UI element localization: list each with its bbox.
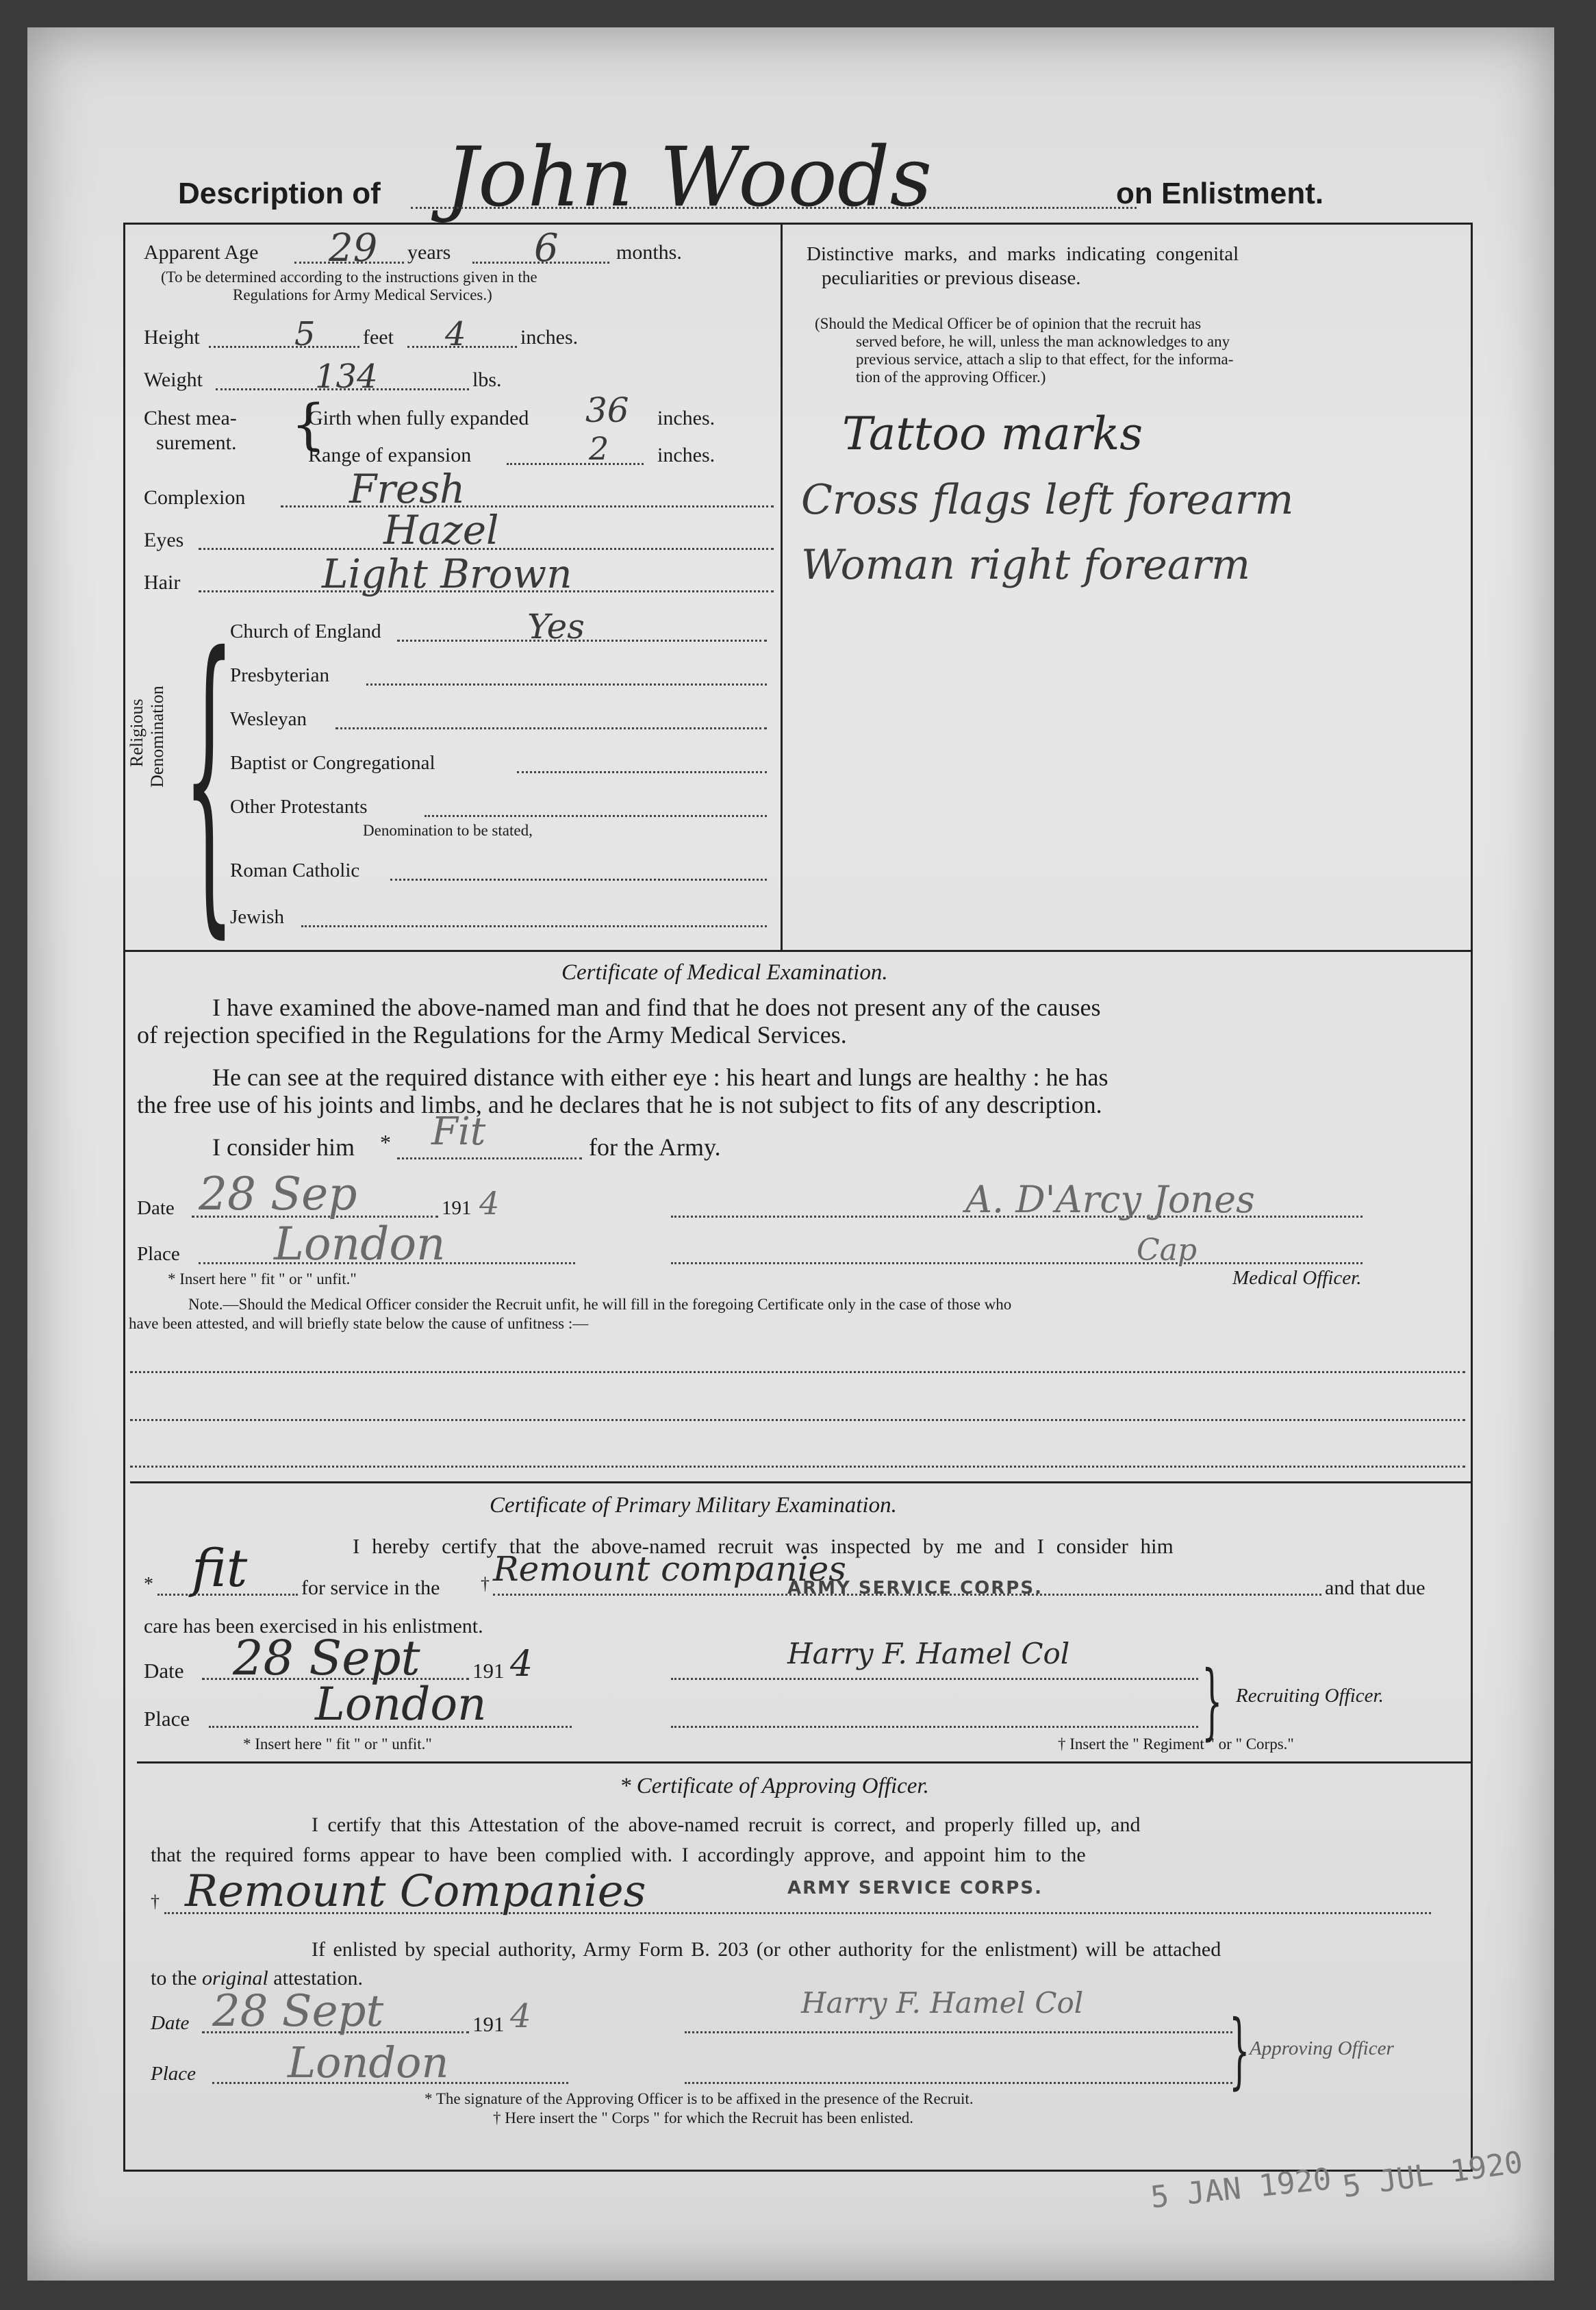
received-date-stamp-2: 5 JUL 1920 [1340,2144,1525,2205]
approving-line-1: I certify that this Attestation of the above-named recruit is correct, and properly filled up, and [312,1813,1141,1836]
height-feet-value: 5 [294,315,316,353]
chest-label-1: Chest mea- [144,407,237,429]
received-date-stamp-1: 5 JAN 1920 [1149,2161,1333,2215]
approving-place-label: Place [151,2063,197,2085]
medical-officer-rank: Cap [1137,1233,1198,1268]
height-label: Height [144,326,200,349]
approving-line-4-ital: original [202,1967,268,1989]
approving-rank-line [685,2082,1232,2084]
primary-officer-label: Recruiting Officer. [1236,1685,1384,1707]
feet-label: feet [363,326,394,349]
religion-line-1 [397,640,767,642]
enlistment-form-page [27,27,1554,2281]
height-inches-value: 4 [445,315,466,353]
unfitness-line-3 [130,1466,1465,1468]
medical-consider-star: * [380,1130,391,1155]
medical-year-prefix: 191 [442,1197,472,1219]
age-label: Apparent Age [144,241,259,264]
primary-due-label: and that due [1325,1577,1426,1599]
girth-value: 36 [585,390,629,430]
primary-corps-handwritten: Remount companies [493,1549,846,1589]
religion-line-4 [517,771,767,773]
primary-section-top [130,1481,1471,1483]
medical-section-top [123,950,1471,952]
religion-church-of-england: Church of England [230,620,381,642]
hair-value: Light Brown [322,551,572,597]
chest-label-2: surement. [156,431,237,454]
weight-value: 134 [315,357,378,396]
lbs-label: lbs. [472,368,502,391]
approving-officer-label: Approving Officer [1250,2037,1394,2059]
approving-corps-handwritten: Remount Companies [185,1866,646,1917]
medical-p1-line1: I have examined the above-named man and find that he does not present any of the causes [212,994,1101,1021]
marks-entry-1: Tattoo marks [842,407,1143,460]
age-months-line [472,262,609,264]
religion-line-6 [390,879,767,881]
religion-line-7 [301,925,767,927]
approving-foot-1: * The signature of the Approving Officer is to be affixed in the presence of the Recruit. [425,2090,974,2107]
marks-heading-1: Distinctive marks, and marks indicating congenital [807,243,1239,265]
approving-place-value: London [288,2037,449,2087]
marks-heading-2: peculiarities or previous disease. [822,267,1081,289]
marks-note-4: tion of the approving Officer.) [856,368,1046,386]
primary-fit-value: fit [192,1537,248,1598]
range-line [507,463,644,465]
marks-note-1: (Should the Medical Officer be of opinion that the recruit has [815,315,1202,332]
medical-note-1: Note.—Should the Medical Officer consider the Recruit unfit, he will fill in the foregoing Certificate only in the case of those who [188,1296,1012,1313]
medical-rank-line [671,1262,1363,1264]
approving-section-top [137,1761,1471,1763]
medical-date-label: Date [137,1197,175,1219]
marks-note-2: served before, he will, unless the man acknowledges to any [856,333,1230,350]
approving-year-digit: 4 [510,1997,531,2035]
girth-label: Girth when fully expanded [308,407,529,429]
primary-service-label: for service in the [301,1577,440,1599]
age-years-line [294,262,404,264]
primary-corps-stamp: ARMY SERVICE CORPS. [787,1578,1043,1598]
primary-insert-right: † Insert the " Regiment " or " Corps." [1058,1735,1294,1753]
religion-side-label-2: Denomination [147,686,167,788]
approving-title: * Certificate of Approving Officer. [620,1774,929,1798]
approving-line-3: If enlisted by special authority, Army Form B. 203 (or other authority for the enlistment) will be attached [312,1938,1221,1961]
marks-entry-3: Woman right forearm [801,541,1251,589]
primary-title: Certificate of Primary Military Examination. [490,1493,897,1518]
marks-entry-2: Cross flags left forearm [801,476,1294,524]
range-unit: inches. [657,444,715,466]
header-prefix: Description of [178,177,381,210]
religion-brace: { [183,590,235,964]
approving-line-4-pre: to the [151,1967,197,1989]
medical-year-digit: 4 [479,1185,500,1222]
unfitness-line-2 [130,1419,1465,1421]
primary-year-digit: 4 [510,1644,533,1685]
primary-place-value: London [315,1678,487,1731]
primary-place-label: Place [144,1707,190,1731]
girth-unit: inches. [657,407,715,429]
medical-date-value: 28 Sep [199,1168,357,1220]
medical-officer-signature: A. D'Arcy Jones [965,1178,1255,1221]
weight-label: Weight [144,368,203,391]
primary-line-1: I hereby certify that the above-named recruit was inspected by me and I consider him [353,1534,1174,1558]
age-note-1: (To be determined according to the instructions given in the [161,268,537,286]
approving-date-value: 28 Sept [212,1986,384,2037]
religion-roman-catholic: Roman Catholic [230,859,360,881]
approving-year-prefix: 191 [472,2012,505,2036]
medical-place-label: Place [137,1243,180,1265]
approving-officer-brace: } [1229,2003,1250,2098]
age-note-2: Regulations for Army Medical Services.) [233,286,492,303]
primary-signature-line [671,1678,1198,1680]
religion-line-2 [366,683,767,686]
approving-foot-2: † Here insert the " Corps " for which the Recruit has been enlisted. [493,2109,914,2126]
age-months-value: 6 [534,226,559,271]
hair-label: Hair [144,571,181,594]
religion-side-label-1: Religious [127,699,147,767]
months-label: months. [616,241,682,264]
primary-date-label: Date [144,1659,184,1683]
approving-line-2: that the required forms appear to have been complied with. I accordingly approve, and appoint him to the [151,1844,1086,1866]
name-dotted-line [411,207,1137,209]
range-value: 2 [589,430,609,467]
medical-place-value: London [274,1218,446,1270]
years-label: years [407,241,451,264]
top-section-divider [781,223,783,950]
primary-rank-line [671,1726,1198,1728]
inches-label: inches. [520,326,579,349]
medical-fit-value: Fit [431,1109,486,1154]
primary-officer-brace: } [1202,1654,1223,1749]
approving-dagger: † [151,1892,160,1911]
primary-date-value: 28 Sept [233,1630,420,1686]
medical-p1-line2: of rejection specified in the Regulations for the Army Medical Services. [137,1021,847,1049]
unfitness-line-1 [130,1371,1465,1373]
medical-note-2: have been attested, and will briefly state below the cause of unfitness :— [129,1315,589,1332]
height-feet-line [209,346,359,348]
chest-brace: { [291,392,326,456]
religion-wesleyan: Wesleyan [230,708,307,730]
recruit-name-handwritten: John Woods [445,130,933,225]
medical-consider-suffix: for the Army. [589,1133,721,1161]
religion-church-of-england-value: Yes [527,607,585,646]
medical-insert-note: * Insert here " fit " or " unfit." [168,1270,357,1288]
header-suffix: on Enlistment. [1116,177,1324,210]
religion-presbyterian: Presbyterian [230,664,329,686]
religion-line-5 [425,815,767,817]
religion-other-protestants: Other Protestants [230,796,368,818]
approving-line-4-post: attestation. [273,1967,363,1989]
medical-consider-prefix: I consider him [212,1133,355,1161]
marks-note-3: previous service, attach a slip to that effect, for the informa- [856,351,1234,368]
medical-fit-line [397,1157,582,1159]
primary-line-3: care has been exercised in his enlistment. [144,1615,483,1637]
religion-line-3 [335,727,767,729]
approving-date-label: Date [151,2012,190,2034]
approving-corps-stamp: ARMY SERVICE CORPS. [787,1878,1043,1898]
eyes-value: Hazel [383,507,499,553]
eyes-label: Eyes [144,529,184,551]
complexion-label: Complexion [144,486,246,509]
denomination-note: Denomination to be stated, [363,822,533,839]
range-label: Range of expansion [308,444,472,466]
primary-dagger: † [481,1574,490,1594]
medical-p2-line2: the free use of his joints and limbs, and he declares that he is not subject to fits of any description. [137,1091,1102,1118]
approving-signature-line [685,2031,1232,2033]
medical-officer-label: Medical Officer. [1232,1267,1362,1289]
primary-signature: Harry F. Hamel Col [787,1637,1070,1670]
age-years-value: 29 [329,226,378,271]
approving-signature: Harry F. Hamel Col [801,1986,1084,2020]
complexion-value: Fresh [349,466,466,512]
religion-baptist: Baptist or Congregational [230,752,435,774]
primary-star: * [144,1574,153,1595]
medical-p2-line1: He can see at the required distance with either eye : his heart and lungs are healthy : he has [212,1064,1109,1091]
primary-insert-left: * Insert here " fit " or " unfit." [243,1735,432,1753]
primary-year-prefix: 191 [472,1659,505,1683]
religion-jewish: Jewish [230,906,284,928]
medical-title: Certificate of Medical Examination. [561,960,888,985]
